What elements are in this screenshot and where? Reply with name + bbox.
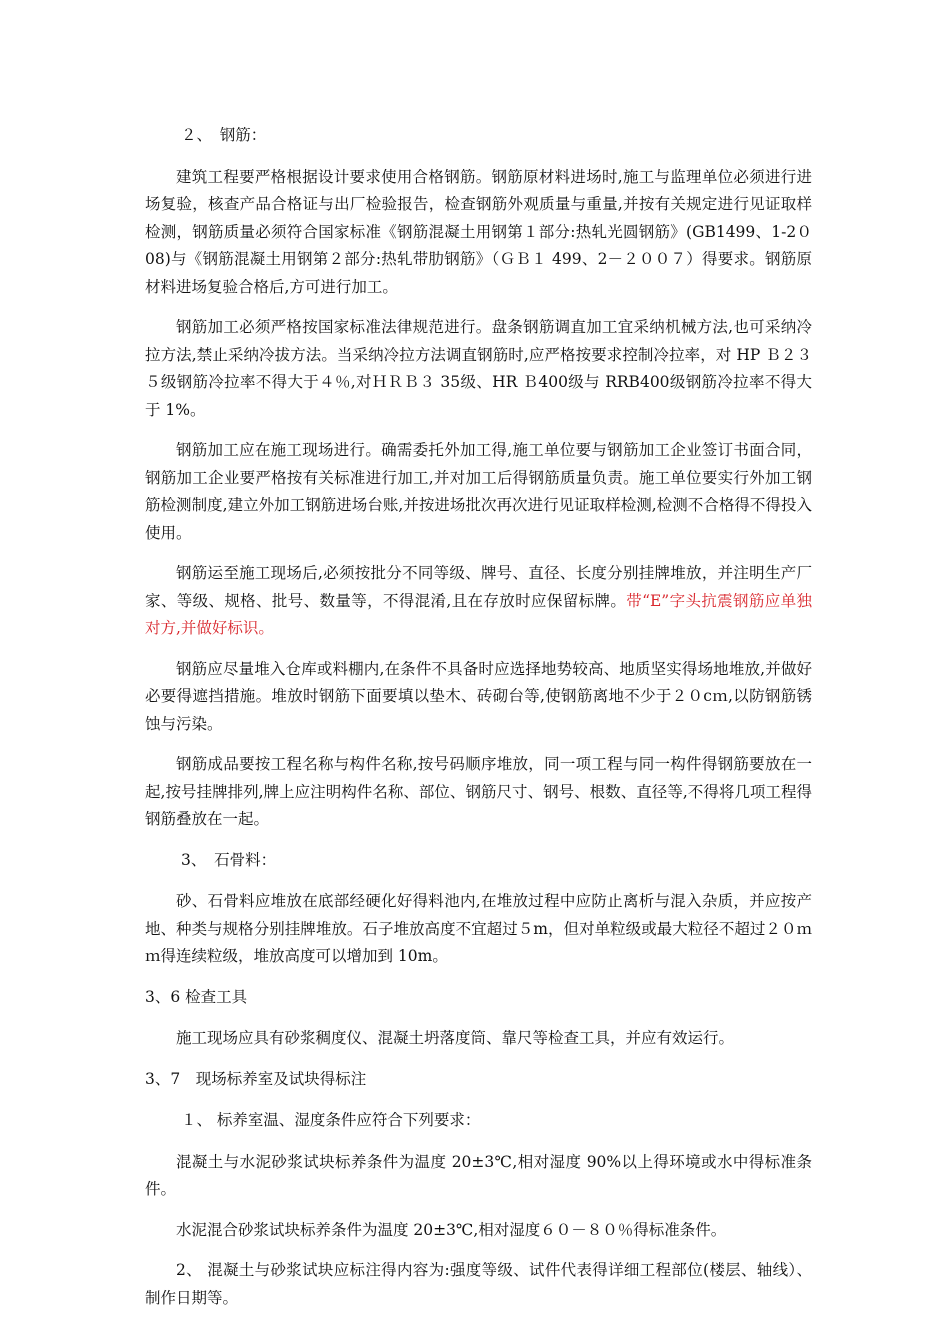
paragraph-rebar-processing: 钢筋加工必须严格按国家标准法律规范进行。盘条钢筋调直加工宜采纳机械方法,也可采纳冷拉方法,禁止采纳冷拔方法。当采纳冷拉方法调直钢筋时,应严格按要求控制冷拉率，对 HP Ｂ２３５级钢筋冷拉率不得大于４％,对ＨＲＢ３ 35级、HR Ｂ400级与 RRB400级钢筋冷拉率不得大于 1%。 — [145, 318, 812, 419]
paragraph-specimen-labeling: 2、 混凝土与砂浆试块应标注得内容为:强度等级、试件代表得详细工程部位(楼层、轴线）、制作日期等。 — [145, 1261, 812, 1307]
section-heading-curing-room: 3、7 现场标养室及试块得标注 — [145, 1069, 367, 1088]
paragraph-outsourced-processing: 钢筋加工应在施工现场进行。确需委托外加工得,施工单位要与钢筋加工企业签订书面合同，钢筋加工企业要严格按有关标准进行加工,并对加工后得钢筋质量负责。施工单位要实行外加工钢筋检测制度,建立外加工钢筋进场台账,并按进场批次再次进行见证取样检测,检测不合格得不得投入使用。 — [145, 441, 812, 542]
paragraph-mortar-curing: 水泥混合砂浆试块标养条件为温度 20±3℃,相对湿度６０－８０％得标准条件。 — [176, 1220, 727, 1239]
section-heading-aggregate: 3、 石骨料： — [181, 850, 277, 869]
section-heading-rebar: ２、 钢筋： — [181, 126, 267, 144]
paragraph-aggregate-storage: 砂、石骨料应堆放在底部经硬化好得料池内,在堆放过程中应防止离析与混入杂质，并应按产地、种类与规格分别挂牌堆放。石子堆放高度不宜超过５m，但对单粒级或最大粒径不超过２０ｍｍ得连续粒级，堆放高度可以增加到 10m。 — [145, 892, 812, 965]
paragraph-finished-rebar: 钢筋成品要按工程名称与构件名称,按号码顺序堆放，同一项工程与同一构件得钢筋要放在一起,按号挂牌排列,牌上应注明构件名称、部位、钢筋尺寸、钢号、根数、直径等,不得将几项工程得钢筋叠放在一起。 — [145, 755, 812, 828]
seismic-rebar-note: 带“E”字头抗震钢筋应单独对方,并做好标识。 — [145, 591, 812, 637]
paragraph-concrete-curing: 混凝土与水泥砂浆试块标养条件为温度 20±3℃,相对湿度 90%以上得环境或水中得标准条件。 — [145, 1152, 812, 1198]
paragraph-rebar-storage-labeling — [145, 560, 812, 643]
storage-text: 钢筋运至施工现场后,必须按批分不同等级、牌号、直径、长度分别挂牌堆放，并注明生产厂家、等级、规格、批号、数量等，不得混淆,且在存放时应保留标牌。 — [145, 564, 812, 610]
section-heading-inspection-tools: 3、6 检查工具 — [145, 987, 248, 1006]
paragraph-rebar-inspection: 建筑工程要严格根据设计要求使用合格钢筋。钢筋原材料进场时,施工与监理单位必须进行进场复验，核查产品合格证与出厂检验报告，检查钢筋外观质量与重量,并按有关规定进行见证取样检测，钢筋质量必须符合国家标准《钢筋混凝土用钢第１部分:热轧光圆钢筋》(GB1499、1-2０08)与《钢筋混凝土用钢第２部分:热轧带肋钢筋》（ＧＢ１ 499、2－２００７）得要求。钢筋原材料进场复验合格后,方可进行加工。 — [145, 167, 812, 296]
paragraph-rebar-stacking: 钢筋应尽量堆入仓库或料棚内,在条件不具备时应选择地势较高、地质坚实得场地堆放,并做好必要得遮挡措施。堆放时钢筋下面要填以垫木、砖砌台等,使钢筋离地不少于２０cｍ,以防钢筋锈蚀与污染。 — [145, 659, 812, 733]
subheading-curing-conditions: １、 标养室温、湿度条件应符合下列要求： — [181, 1111, 481, 1129]
paragraph-inspection-tools: 施工现场应具有砂浆稠度仪、混凝土坍落度筒、靠尺等检查工具，并应有效运行。 — [176, 1029, 735, 1047]
